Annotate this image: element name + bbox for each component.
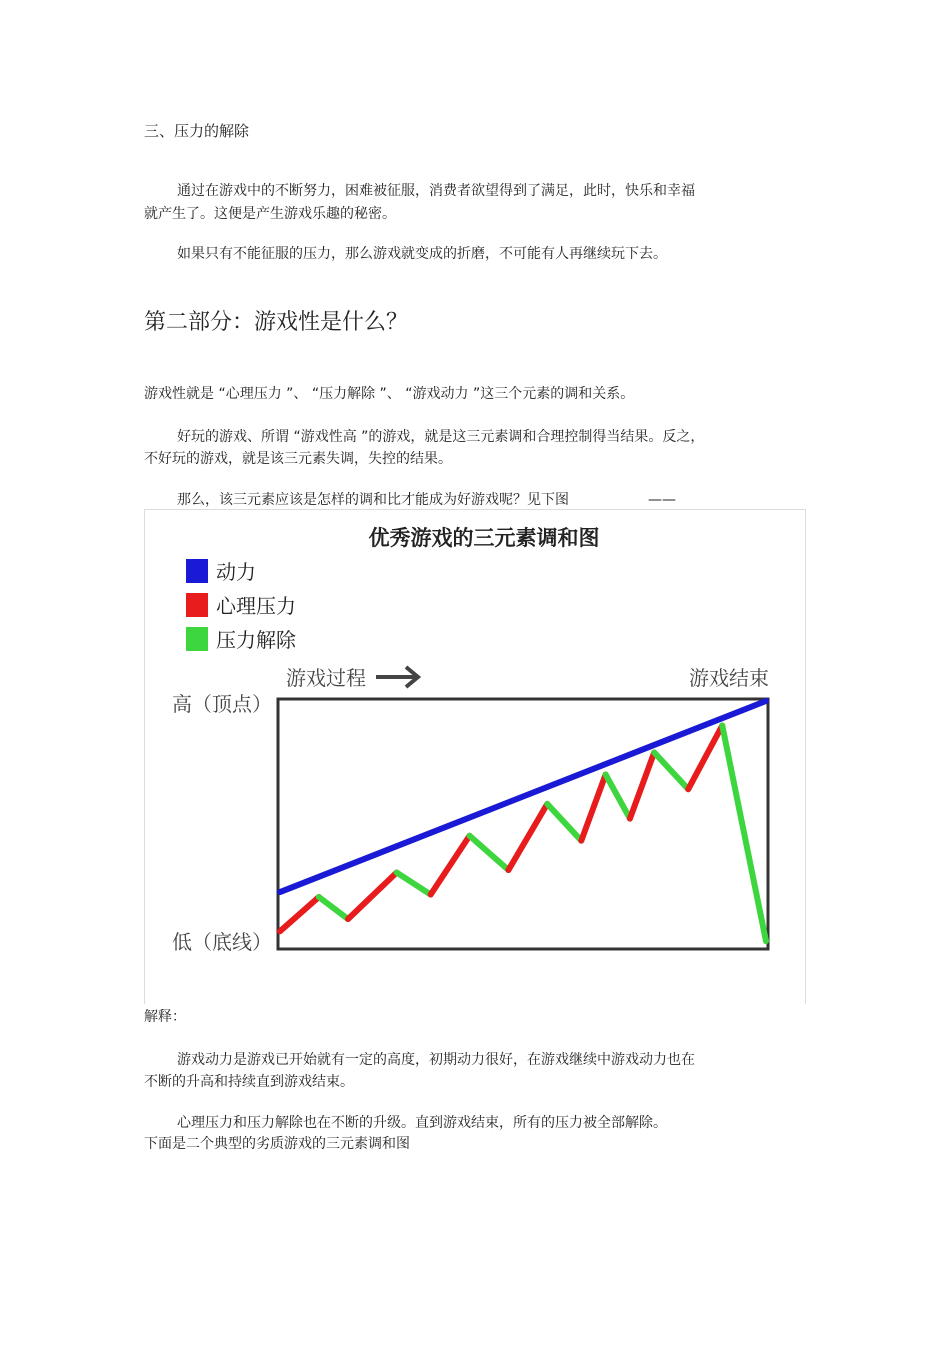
legend-swatch-red (186, 593, 208, 617)
legend-label: 心理压力 (216, 594, 296, 618)
paragraph-line: 就产生了。这便是产生游戏乐趣的秘密。 (144, 206, 396, 222)
release-segment (547, 804, 581, 841)
y-high-label: 高（顶点） (172, 692, 272, 716)
chart-title: 优秀游戏的三元素调和图 (368, 526, 600, 550)
paragraph-line: 好玩的游戏、所谓 “游戏性高 ”的游戏，就是这三元素调和合理控制得当结果。反之， (177, 429, 705, 445)
figure-frame (144, 509, 806, 1004)
release-segment (397, 873, 431, 895)
paragraph-line: 游戏动力是游戏已开始就有一定的高度，初期动力很好，在游戏继续中游戏动力也在 (177, 1052, 695, 1068)
paragraph: 心理压力和压力解除也在不断的升级。直到游戏结束，所有的压力被全部解除。 (177, 1115, 667, 1131)
paragraph: 如果只有不能征服的压力，那么游戏就变成的折磨，不可能有人再继续玩下去。 (177, 246, 667, 262)
y-low-label: 低（底线） (172, 930, 272, 954)
legend-swatch-blue (186, 559, 208, 583)
plot-frame (278, 699, 768, 949)
pressure-segment (630, 752, 654, 818)
paragraph: 下面是二个典型的劣质游戏的三元素调和图 (144, 1136, 410, 1152)
section-heading: 三、压力的解除 (144, 122, 250, 140)
part-heading: 第二部分：游戏性是什么？ (144, 310, 409, 335)
pressure-segment (508, 804, 547, 870)
legend-label: 压力解除 (216, 628, 296, 652)
pressure-segment (348, 873, 397, 920)
paragraph-line: 不断的升高和持续直到游戏结束。 (144, 1074, 354, 1090)
paragraph-line: 通过在游戏中的不断努力，困难被征服，消费者欲望得到了满足，此时，快乐和幸福 (177, 183, 695, 199)
pressure-segment (688, 726, 722, 790)
release-segment (654, 752, 688, 789)
motivation-line (280, 701, 766, 892)
definition-paragraph: 游戏性就是 “心理压力 ”、 “压力解除 ”、 “游戏动力 ”这三个元素的调和关系。 (144, 386, 635, 402)
dash-mark: —— (648, 492, 676, 508)
release-segment (319, 897, 348, 919)
x-end-label: 游戏结束 (689, 666, 769, 690)
legend-swatch-green (186, 627, 208, 651)
x-axis-label: 游戏过程 (286, 666, 366, 690)
paragraph-line: 不好玩的游戏，就是该三元素失调，失控的结果。 (144, 451, 452, 467)
legend-label: 动力 (216, 560, 256, 584)
release-segment (606, 775, 630, 819)
series-layer (280, 701, 766, 941)
arrow-right-icon (376, 667, 418, 687)
release-segment (470, 836, 509, 870)
balance-chart (144, 509, 806, 1004)
pressure-segment (581, 775, 605, 841)
release-segment (722, 726, 766, 942)
paragraph: 那么，该三元素应该是怎样的调和比才能成为好游戏呢？见下图 (177, 492, 569, 508)
pressure-segment (280, 897, 319, 931)
explain-label: 解释： (144, 1009, 186, 1025)
pressure-segment (431, 836, 470, 895)
